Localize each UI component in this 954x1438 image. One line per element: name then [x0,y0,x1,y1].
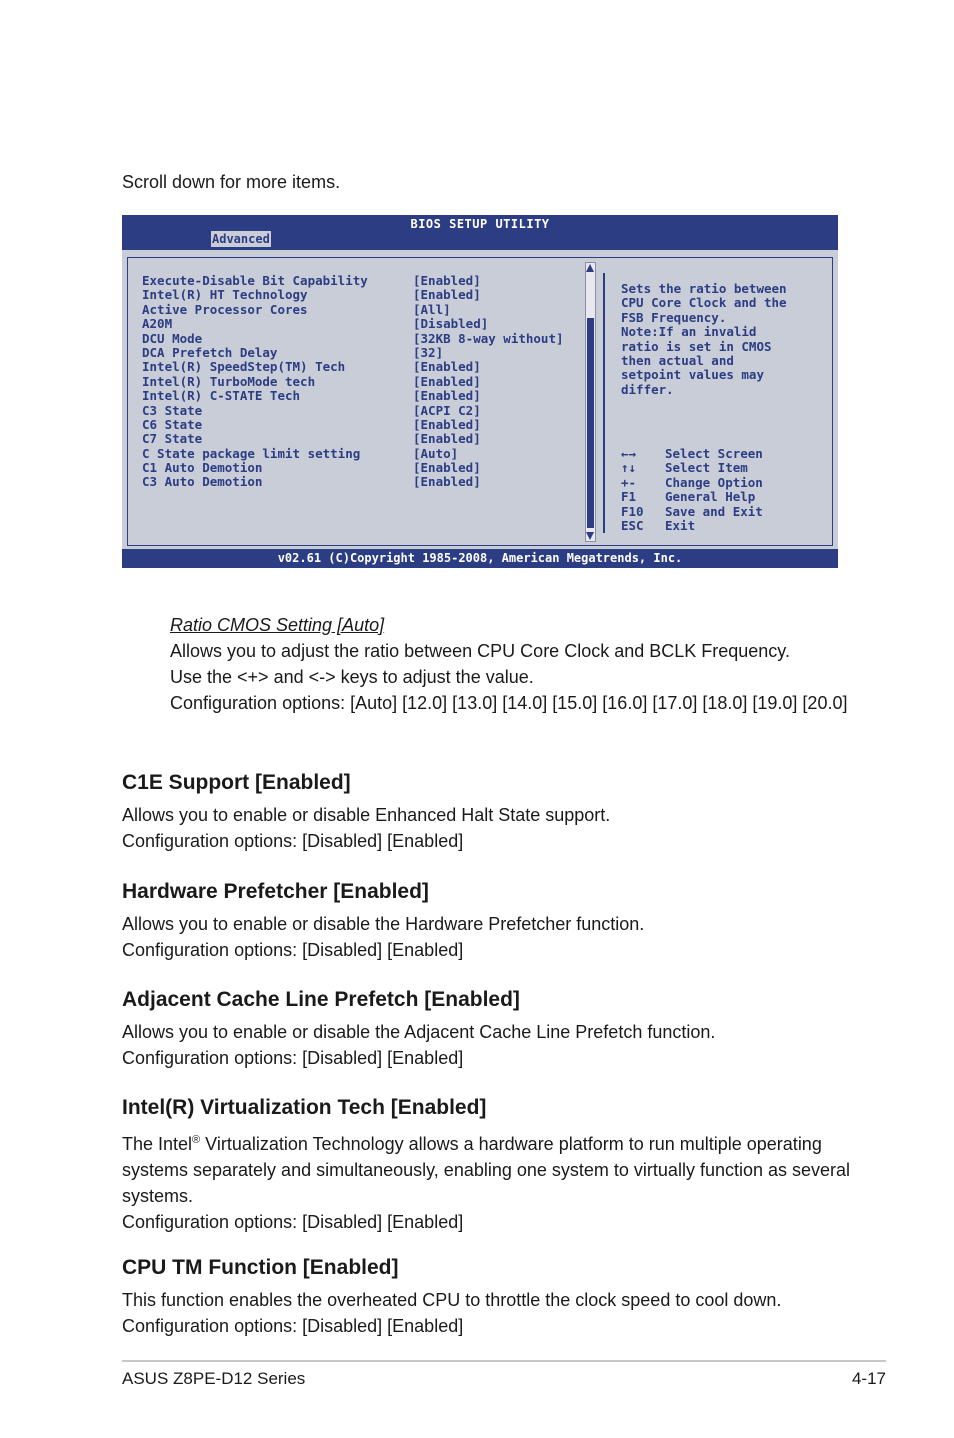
hw-prefetcher-desc: Allows you to enable or disable the Hardware Prefetcher function. [122,914,645,934]
bios-item-row[interactable] [142,432,587,446]
bios-item-row[interactable] [142,288,587,302]
bios-item-row[interactable] [142,332,587,346]
help-line: CPU Core Clock and the [621,295,787,311]
key-legend [621,447,831,533]
key-legend-row [621,505,831,519]
key-description: Select Screen [665,446,763,461]
bios-item-label: C3 Auto Demotion [142,474,263,490]
tab-advanced[interactable]: Advanced [212,232,270,246]
c1e-options: Configuration options: [Disabled] [Enabled] [122,831,464,851]
bios-item-row[interactable] [142,360,587,374]
bios-item-value[interactable]: [All] [413,301,451,317]
virtualization-options: Configuration options: [Disabled] [Enabled] [122,1212,464,1232]
help-line: then actual and [621,352,734,368]
virtualization-section [122,1095,852,1235]
bios-item-label: C3 State [142,402,203,418]
bios-item-label: Intel(R) HT Technology [142,287,308,303]
bios-item-value[interactable]: [Enabled] [413,474,481,490]
footer-product: ASUS Z8PE-D12 Series [122,1369,306,1388]
bios-item-row[interactable] [142,346,587,360]
bios-item-row[interactable] [142,447,587,461]
bios-item-label: Intel(R) TurboMode tech [142,373,316,389]
bios-item-row[interactable] [142,418,587,432]
ratio-cmos-desc: Allows you to adjust the ratio between CPU Core Clock and BCLK Frequency. [170,641,790,661]
help-line: Sets the ratio between [621,281,787,296]
help-line: setpoint values may [621,367,764,383]
scrollbar-thumb[interactable] [587,318,594,528]
bios-item-row[interactable] [142,404,587,418]
bios-item-value[interactable]: [Enabled] [413,460,481,476]
scroll-up-arrow-icon[interactable] [586,264,594,272]
key-name: ←→ [621,446,637,461]
footer-page-number: 4-17 [851,1369,886,1388]
bios-item-label: Active Processor Cores [142,301,308,317]
bios-item-value[interactable]: [Enabled] [413,388,481,404]
ratio-cmos-section [170,612,850,716]
key-name: +- [621,474,637,490]
virtualization-desc-rest: Virtualization Technology allows a hardware platform to run multiple operating systems separately and simultaneously, enabling one system to virtually function as several systems. [122,1134,851,1206]
scroll-down-arrow-icon[interactable] [586,532,594,540]
bios-item-label: DCU Mode [142,330,203,346]
bios-item-row[interactable] [142,274,587,288]
bios-item-row[interactable] [142,461,587,475]
bios-item-value[interactable]: [Enabled] [413,287,481,303]
bios-item-value[interactable]: [Enabled] [413,359,481,375]
scrollbar[interactable] [585,262,596,542]
adjacent-cache-desc: Allows you to enable or disable the Adjacent Cache Line Prefetch function. [122,1022,716,1042]
panel-divider [603,273,605,533]
bios-item-label: Execute-Disable Bit Capability [142,273,368,288]
adjacent-cache-section [122,987,852,1071]
key-legend-row [621,490,831,504]
key-description: Exit [665,517,696,533]
adjacent-cache-options: Configuration options: [Disabled] [Enabled] [122,1048,464,1068]
bios-item-label: Intel(R) C-STATE Tech [142,388,301,404]
bios-footer: v02.61 (C)Copyright 1985-2008, American Megatrends, Inc. [122,549,838,568]
hw-prefetcher-section [122,879,852,963]
ratio-cmos-keys: Use the <+> and <-> keys to adjust the value. [170,667,534,687]
key-name: ESC [621,517,644,533]
key-description: General Help [665,489,756,505]
key-description: Change Option [665,474,763,490]
key-description: Save and Exit [665,503,763,519]
ratio-cmos-options: Configuration options: [Auto] [12.0] [13.0] [14.0] [15.0] [16.0] [17.0] [18.0] [19.0] [20.0] [170,693,848,713]
intro-text: Scroll down for more items. [122,172,341,192]
c1e-desc: Allows you to enable or disable Enhanced Halt State support. [122,805,611,825]
bios-item-row[interactable] [142,375,587,389]
cpu-tm-heading: CPU TM Function [Enabled] [122,1256,399,1279]
bios-item-value[interactable]: [Enabled] [413,273,481,288]
key-name: F10 [621,503,644,519]
bios-screenshot [122,215,838,568]
registered-mark: ® [192,1134,201,1146]
virtualization-desc-start: The Intel [122,1134,193,1154]
key-name: F1 [621,489,637,505]
footer-rule [122,1360,886,1362]
bios-item-label: C1 Auto Demotion [142,460,263,476]
cpu-tm-options: Configuration options: [Disabled] [Enabled] [122,1316,464,1336]
bios-item-label: DCA Prefetch Delay [142,344,278,360]
key-legend-row [621,476,831,490]
help-line: FSB Frequency. [621,309,727,325]
bios-item-label: A20M [142,316,173,332]
bios-item-value[interactable]: [Enabled] [413,416,481,432]
c1e-section [122,770,852,854]
help-line: Note:If an invalid [621,324,757,340]
help-line: differ. [621,381,674,397]
key-legend-row [621,519,831,533]
bios-item-value[interactable]: [Enabled] [413,373,481,389]
bios-item-value[interactable]: [32] [413,344,444,360]
key-legend-row [621,447,831,461]
bios-title: BIOS SETUP UTILITY [410,217,550,231]
key-legend-row [621,461,831,475]
c1e-heading: C1E Support [Enabled] [122,771,351,794]
virtualization-desc [122,1127,852,1209]
ratio-cmos-title: Ratio CMOS Setting [Auto] [170,615,385,635]
bios-item-row[interactable] [142,303,587,317]
hw-prefetcher-heading: Hardware Prefetcher [Enabled] [122,880,429,903]
bios-item-label: C State package limit setting [142,445,361,461]
adjacent-cache-heading: Adjacent Cache Line Prefetch [Enabled] [122,988,520,1011]
key-description: Select Item [665,460,748,476]
bios-item-list [142,274,587,490]
cpu-tm-section [122,1255,852,1339]
bios-item-row[interactable] [142,475,587,489]
bios-item-value[interactable]: [Enabled] [413,431,481,447]
bios-item-value[interactable]: [32KB 8-way without] [413,330,564,346]
cpu-tm-desc: This function enables the overheated CPU to throttle the clock speed to cool down. [122,1290,782,1310]
bios-item-row[interactable] [142,389,587,403]
key-name: ↑↓ [621,460,637,476]
bios-item-value[interactable]: [Disabled] [413,316,489,332]
bios-item-value[interactable]: [Auto] [413,445,459,461]
bios-item-label: C7 State [142,431,203,447]
bios-item-label: Intel(R) SpeedStep(TM) Tech [142,359,346,375]
virtualization-heading: Intel(R) Virtualization Tech [Enabled] [122,1096,487,1119]
hw-prefetcher-options: Configuration options: [Disabled] [Enabled] [122,940,464,960]
help-text [621,282,831,397]
bios-item-label: C6 State [142,416,203,432]
bios-item-value[interactable]: [ACPI C2] [413,402,481,418]
bios-item-row[interactable] [142,317,587,331]
help-line: ratio is set in CMOS [621,338,772,354]
